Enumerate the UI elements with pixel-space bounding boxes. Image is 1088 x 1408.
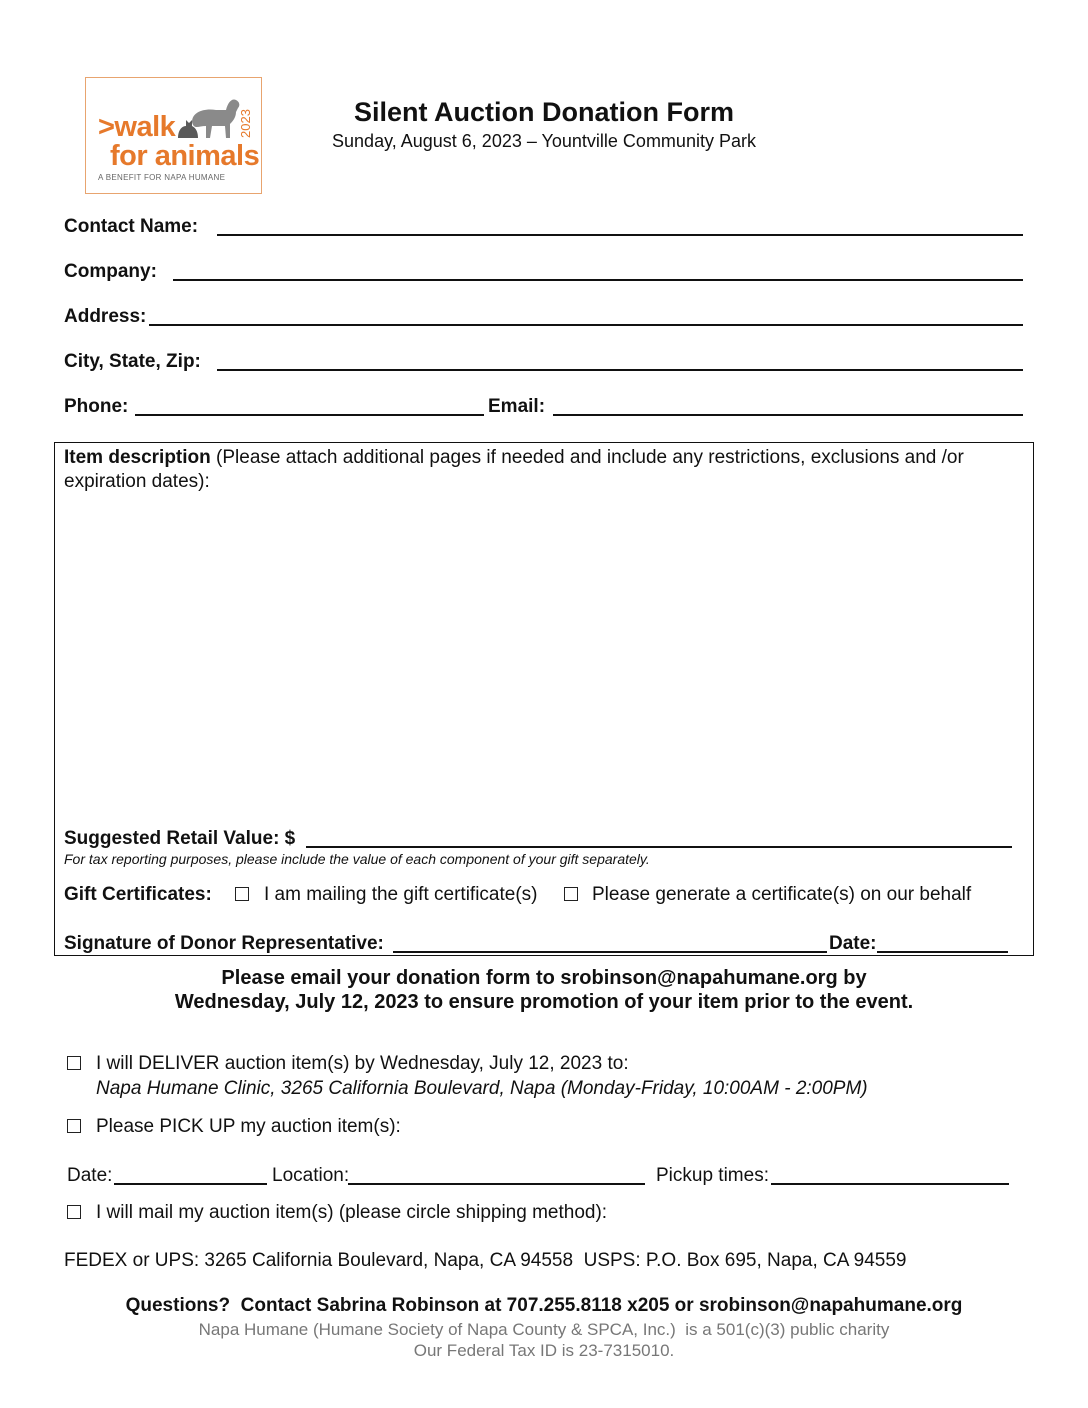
city-state-zip-field[interactable] <box>217 369 1023 371</box>
mailing-certificate-checkbox[interactable] <box>235 887 249 901</box>
item-description-label: Item description <box>64 447 211 468</box>
company-label: Company: <box>64 261 157 282</box>
pickup-checkbox[interactable] <box>67 1119 81 1133</box>
form-subtitle: Sunday, August 6, 2023 – Yountville Community Park <box>332 131 756 151</box>
address-label: Address: <box>64 306 147 327</box>
city-state-zip-label: City, State, Zip: <box>64 351 201 372</box>
pickup-times-field[interactable] <box>771 1183 1009 1185</box>
signature-date-label: Date: <box>829 933 877 954</box>
email-notice-line1: Please email your donation form to srobinson@napahumane.org by <box>221 967 867 989</box>
signature-label: Signature of Donor Representative: <box>64 933 384 954</box>
gift-certificates-label: Gift Certificates: <box>64 884 212 905</box>
retail-value-label: Suggested Retail Value: $ <box>64 828 296 849</box>
tax-note: For tax reporting purposes, please include the value of each component of your gift separately. <box>64 851 650 867</box>
mail-label: I will mail my auction item(s) (please circle shipping method): <box>96 1202 608 1223</box>
mail-checkbox[interactable] <box>67 1205 81 1219</box>
logo-year: 2023 <box>238 109 253 138</box>
form-title: Silent Auction Donation Form <box>354 97 734 127</box>
questions-contact: Questions? Contact Sabrina Robinson at 707.255.8118 x205 or srobinson@napahumane.org <box>125 1295 963 1316</box>
mailing-certificate-text: I am mailing the gift certificate(s) <box>264 884 538 905</box>
logo-for-animals-text: for animals <box>110 140 260 172</box>
pickup-location-label: Location: <box>272 1165 350 1186</box>
tax-id: Our Federal Tax ID is 23-7315010. <box>413 1341 675 1360</box>
email-field[interactable] <box>553 414 1023 416</box>
deliver-address: Napa Humane Clinic, 3265 California Boulevard, Napa (Monday-Friday, 10:00AM - 2:00PM) <box>96 1078 868 1099</box>
pickup-times-label: Pickup times: <box>656 1165 769 1186</box>
pickup-date-field[interactable] <box>114 1183 267 1185</box>
email-notice-line2: Wednesday, July 12, 2023 to ensure promotion of your item prior to the event. <box>174 991 914 1013</box>
phone-field[interactable] <box>135 414 484 416</box>
deliver-label: I will DELIVER auction item(s) by Wednesday, July 12, 2023 to: <box>96 1053 629 1074</box>
charity-statement: Napa Humane (Humane Society of Napa County & SPCA, Inc.) is a 501(c)(3) public charity <box>198 1320 890 1339</box>
contact-name-label: Contact Name: <box>64 216 199 237</box>
signature-field[interactable] <box>393 951 827 953</box>
generate-certificate-text: Please generate a certificate(s) on our behalf <box>592 884 972 905</box>
signature-date-field[interactable] <box>877 951 1008 953</box>
logo-walk-text: >walk <box>98 111 176 143</box>
deliver-checkbox[interactable] <box>67 1056 81 1070</box>
generate-certificate-checkbox[interactable] <box>564 887 578 901</box>
phone-label: Phone: <box>64 396 129 417</box>
logo-tagline: A BENEFIT FOR NAPA HUMANE <box>98 173 226 182</box>
company-field[interactable] <box>173 279 1023 281</box>
retail-value-field[interactable] <box>306 846 1012 848</box>
item-description-note: (Please attach additional pages if needed and include any restrictions, exclusions and /or expiration dates): <box>64 447 964 492</box>
pickup-date-label: Date: <box>67 1165 113 1186</box>
pickup-location-field[interactable] <box>348 1183 645 1185</box>
contact-name-field[interactable] <box>217 234 1023 236</box>
pickup-label: Please PICK UP my auction item(s): <box>96 1116 401 1137</box>
shipping-info: FEDEX or UPS: 3265 California Boulevard, Napa, CA 94558 USPS: P.O. Box 695, Napa, CA 94559 <box>64 1250 907 1271</box>
item-description-box[interactable] <box>54 442 1034 956</box>
address-field[interactable] <box>149 324 1023 326</box>
email-label: Email: <box>488 396 546 417</box>
item-description-heading <box>64 446 1024 494</box>
